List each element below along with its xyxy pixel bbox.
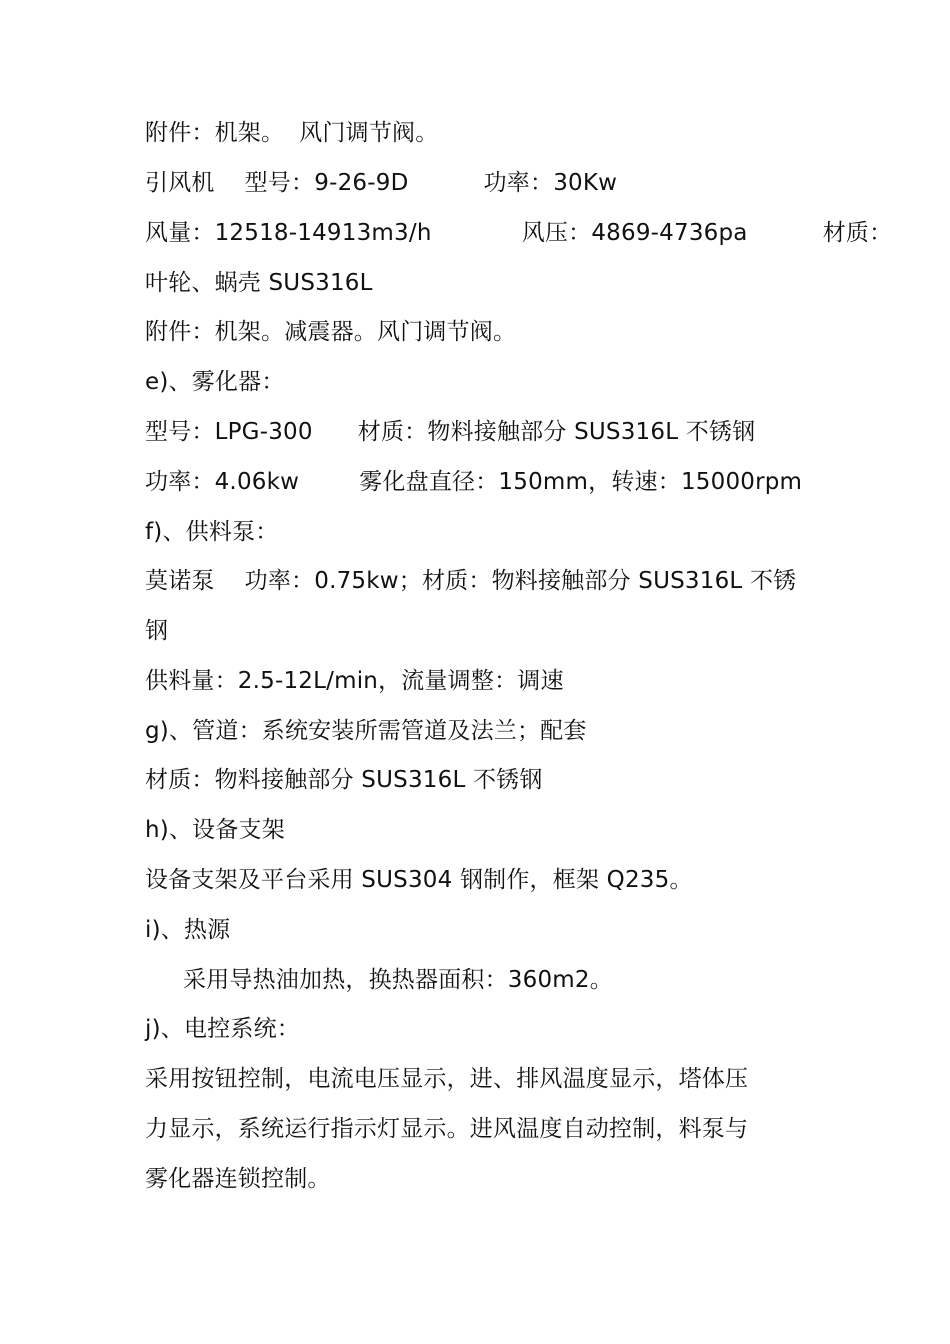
fan-airflow-pressure-line: 风量：12518-14913m3/h 风压：4869-4736pa 材质： [145, 220, 893, 246]
section-heading-piping: g)、管道：系统安装所需管道及法兰；配套 [145, 718, 587, 744]
fan-accessories-line-2: 附件：机架。减震器。风门调节阀。 [145, 319, 517, 345]
feed-pump-spec-line-cont: 钢 [145, 618, 169, 644]
section-heading-support: h)、设备支架 [145, 817, 285, 843]
atomizer-model-line: 型号：LPG-300 材质：物料接触部分 SUS316L 不锈钢 [145, 419, 756, 445]
section-heading-heat-source: i)、热源 [145, 917, 231, 943]
support-spec-line: 设备支架及平台采用 SUS304 钢制作，框架 Q235。 [145, 867, 693, 893]
control-system-line-2: 力显示，系统运行指示灯显示。进风温度自动控制，料泵与 [145, 1116, 749, 1142]
control-system-line-3: 雾化器连锁控制。 [145, 1166, 331, 1192]
fan-material-line: 叶轮、蜗壳 SUS316L [145, 270, 373, 296]
feed-pump-spec-line: 莫诺泵 功率：0.75kw；材质：物料接触部分 SUS316L 不锈 [145, 568, 797, 594]
section-heading-control-system: j)、电控系统： [145, 1016, 300, 1042]
atomizer-power-line: 功率：4.06kw 雾化盘直径：150mm，转速：15000rpm [145, 469, 803, 495]
feed-rate-line: 供料量：2.5-12L/min，流量调整：调速 [145, 668, 564, 694]
control-system-line-1: 采用按钮控制，电流电压显示，进、排风温度显示，塔体压 [145, 1066, 749, 1092]
heat-source-spec-line: 采用导热油加热，换热器面积：360m2。 [183, 967, 613, 993]
section-heading-atomizer: e)、雾化器： [145, 369, 285, 395]
piping-material-line: 材质：物料接触部分 SUS316L 不锈钢 [145, 767, 543, 793]
section-heading-feed-pump: f)、供料泵： [145, 519, 279, 545]
induced-fan-model-line: 引风机 型号：9-26-9D 功率：30Kw [145, 170, 618, 196]
fan-accessories-line-1: 附件：机架。 风门调节阀。 [145, 120, 439, 146]
